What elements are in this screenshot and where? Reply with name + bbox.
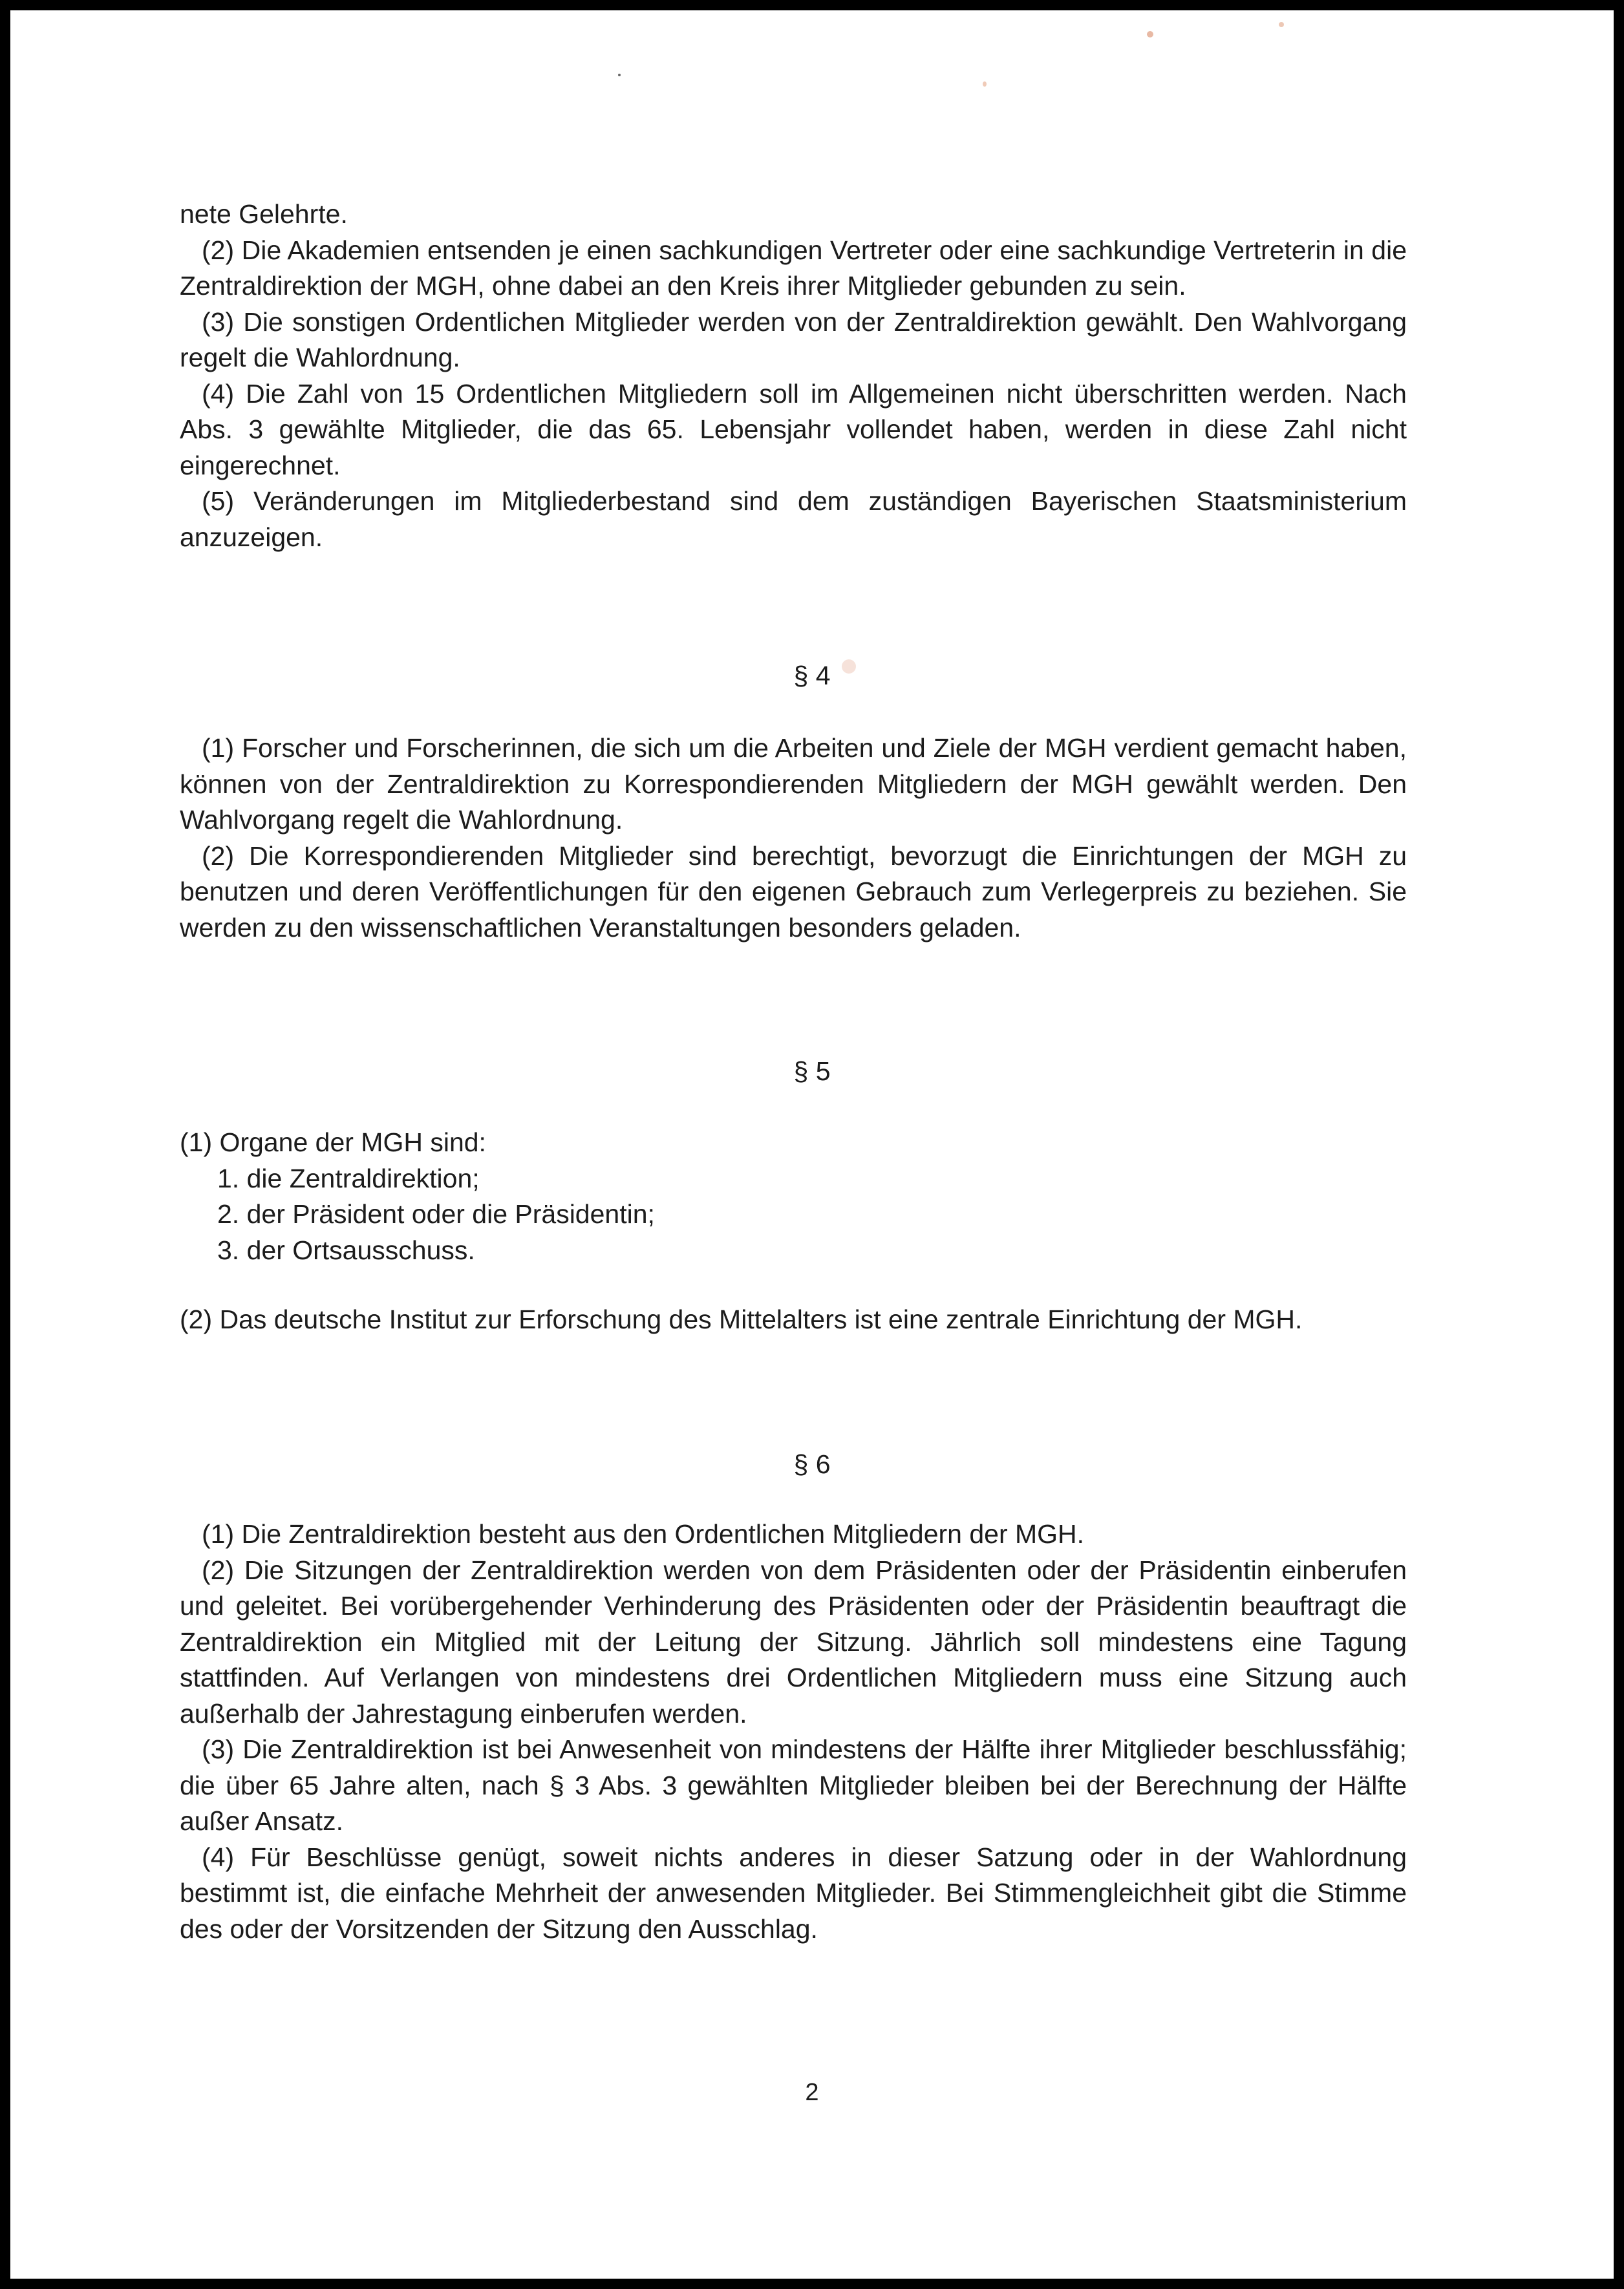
document-page xyxy=(10,10,1614,2279)
paragraph-3-3: (3) Die sonstigen Ordentlichen Mitglieder werden von der Zentraldirektion gewählt. Den Wahlvorgang regelt die Wahlordnung. xyxy=(180,306,1407,372)
paragraph-4-1: (1) Forscher und Forscherinnen, die sich um die Arbeiten und Ziele der MGH verdient gemacht haben, können von der Zentraldirektion zu Korrespondierenden Mitgliedern der MGH gewählt werden. Den Wahlvorgang regelt die Wahlordnung. xyxy=(180,733,1407,835)
organs-list xyxy=(180,1161,1407,1269)
organs-intro: (1) Organe der MGH sind: xyxy=(180,1127,486,1157)
paragraph-6-2: (2) Die Sitzungen der Zentraldirektion werden von dem Präsidenten oder der Präsidentin einberufen und geleitet. Bei vorübergehender Verhinderung des Präsidenten oder der Präsidentin beauftragt die Zentraldirektion ein Mitglied mit der Leitung der Sitzung. Jährlich soll mindestens eine Tagung stattfinden. Auf Verlangen von mindestens drei Ordentlichen Mitgliedern muss eine Sitzung auch außerhalb der Jahrestagung einberufen werden. xyxy=(180,1555,1407,1729)
continuation-line: nete Gelehrte. xyxy=(180,199,348,229)
paragraph-4-2: (2) Die Korrespondierenden Mitglieder sind berechtigt, bevorzugt die Einrichtungen der MGH zu benutzen und deren Veröffentlichungen für den eigenen Gebrauch zum Verlegerpreis zu beziehen. Sie werden zu den wissenschaftlichen Veranstaltungen besonders geladen. xyxy=(180,840,1407,942)
paper-speck xyxy=(983,81,987,87)
paragraph-6-4: (4) Für Beschlüsse genügt, soweit nichts anderes in dieser Satzung oder in der Wahlordnung bestimmt ist, die einfache Mehrheit der anwesenden Mitglieder. Bei Stimmengleichheit gibt die Stimme des oder der Vorsitzenden der Sitzung den Ausschlag. xyxy=(180,1842,1407,1944)
paper-speck xyxy=(1279,22,1284,27)
list-item: 1. die Zentraldirektion; xyxy=(217,1163,480,1193)
section-heading-4: § 4 xyxy=(793,661,831,690)
paragraph-3-5: (5) Veränderungen im Mitgliederbestand sind dem zuständigen Bayerischen Staatsministerium anzuzeigen. xyxy=(180,486,1407,552)
page-number: 2 xyxy=(805,2079,819,2106)
section-4-body xyxy=(180,730,1407,946)
paragraph-5-2: (2) Das deutsche Institut zur Erforschung des Mittelalters ist eine zentrale Einrichtung der MGH. xyxy=(180,1304,1303,1334)
list-item: 2. der Präsident oder die Präsidentin; xyxy=(217,1199,655,1229)
paragraph-6-3: (3) Die Zentraldirektion ist bei Anwesenheit von mindestens der Hälfte ihrer Mitglieder beschlussfähig; die über 65 Jahre alten, nach § 3 Abs. 3 gewählten Mitglieder bleiben bei der Berechnung der Hälfte außer Ansatz. xyxy=(180,1734,1407,1836)
section-5-body xyxy=(180,1125,1407,1338)
paragraph-6-1: (1) Die Zentraldirektion besteht aus den Ordentlichen Mitgliedern der MGH. xyxy=(202,1519,1085,1549)
paragraph-3-2: (2) Die Akademien entsenden je einen sachkundigen Vertreter oder eine sachkundige Vertreterin in die Zentraldirektion der MGH, ohne dabei an den Kreis ihrer Mitglieder gebunden zu sein. xyxy=(180,235,1407,301)
section-heading-5: § 5 xyxy=(793,1056,831,1086)
section-6-body xyxy=(180,1517,1407,1947)
paragraph-3-4: (4) Die Zahl von 15 Ordentlichen Mitgliedern soll im Allgemeinen nicht überschritten werden. Nach Abs. 3 gewählte Mitglieder, die das 65. Lebensjahr vollendet haben, werden in diese Zahl nicht eingerechnet. xyxy=(180,378,1407,480)
paper-speck xyxy=(1147,31,1153,37)
membership-continued xyxy=(180,197,1407,555)
list-item: 3. der Ortsausschuss. xyxy=(217,1235,475,1265)
paper-speck xyxy=(618,74,621,76)
section-heading-6: § 6 xyxy=(793,1449,831,1479)
